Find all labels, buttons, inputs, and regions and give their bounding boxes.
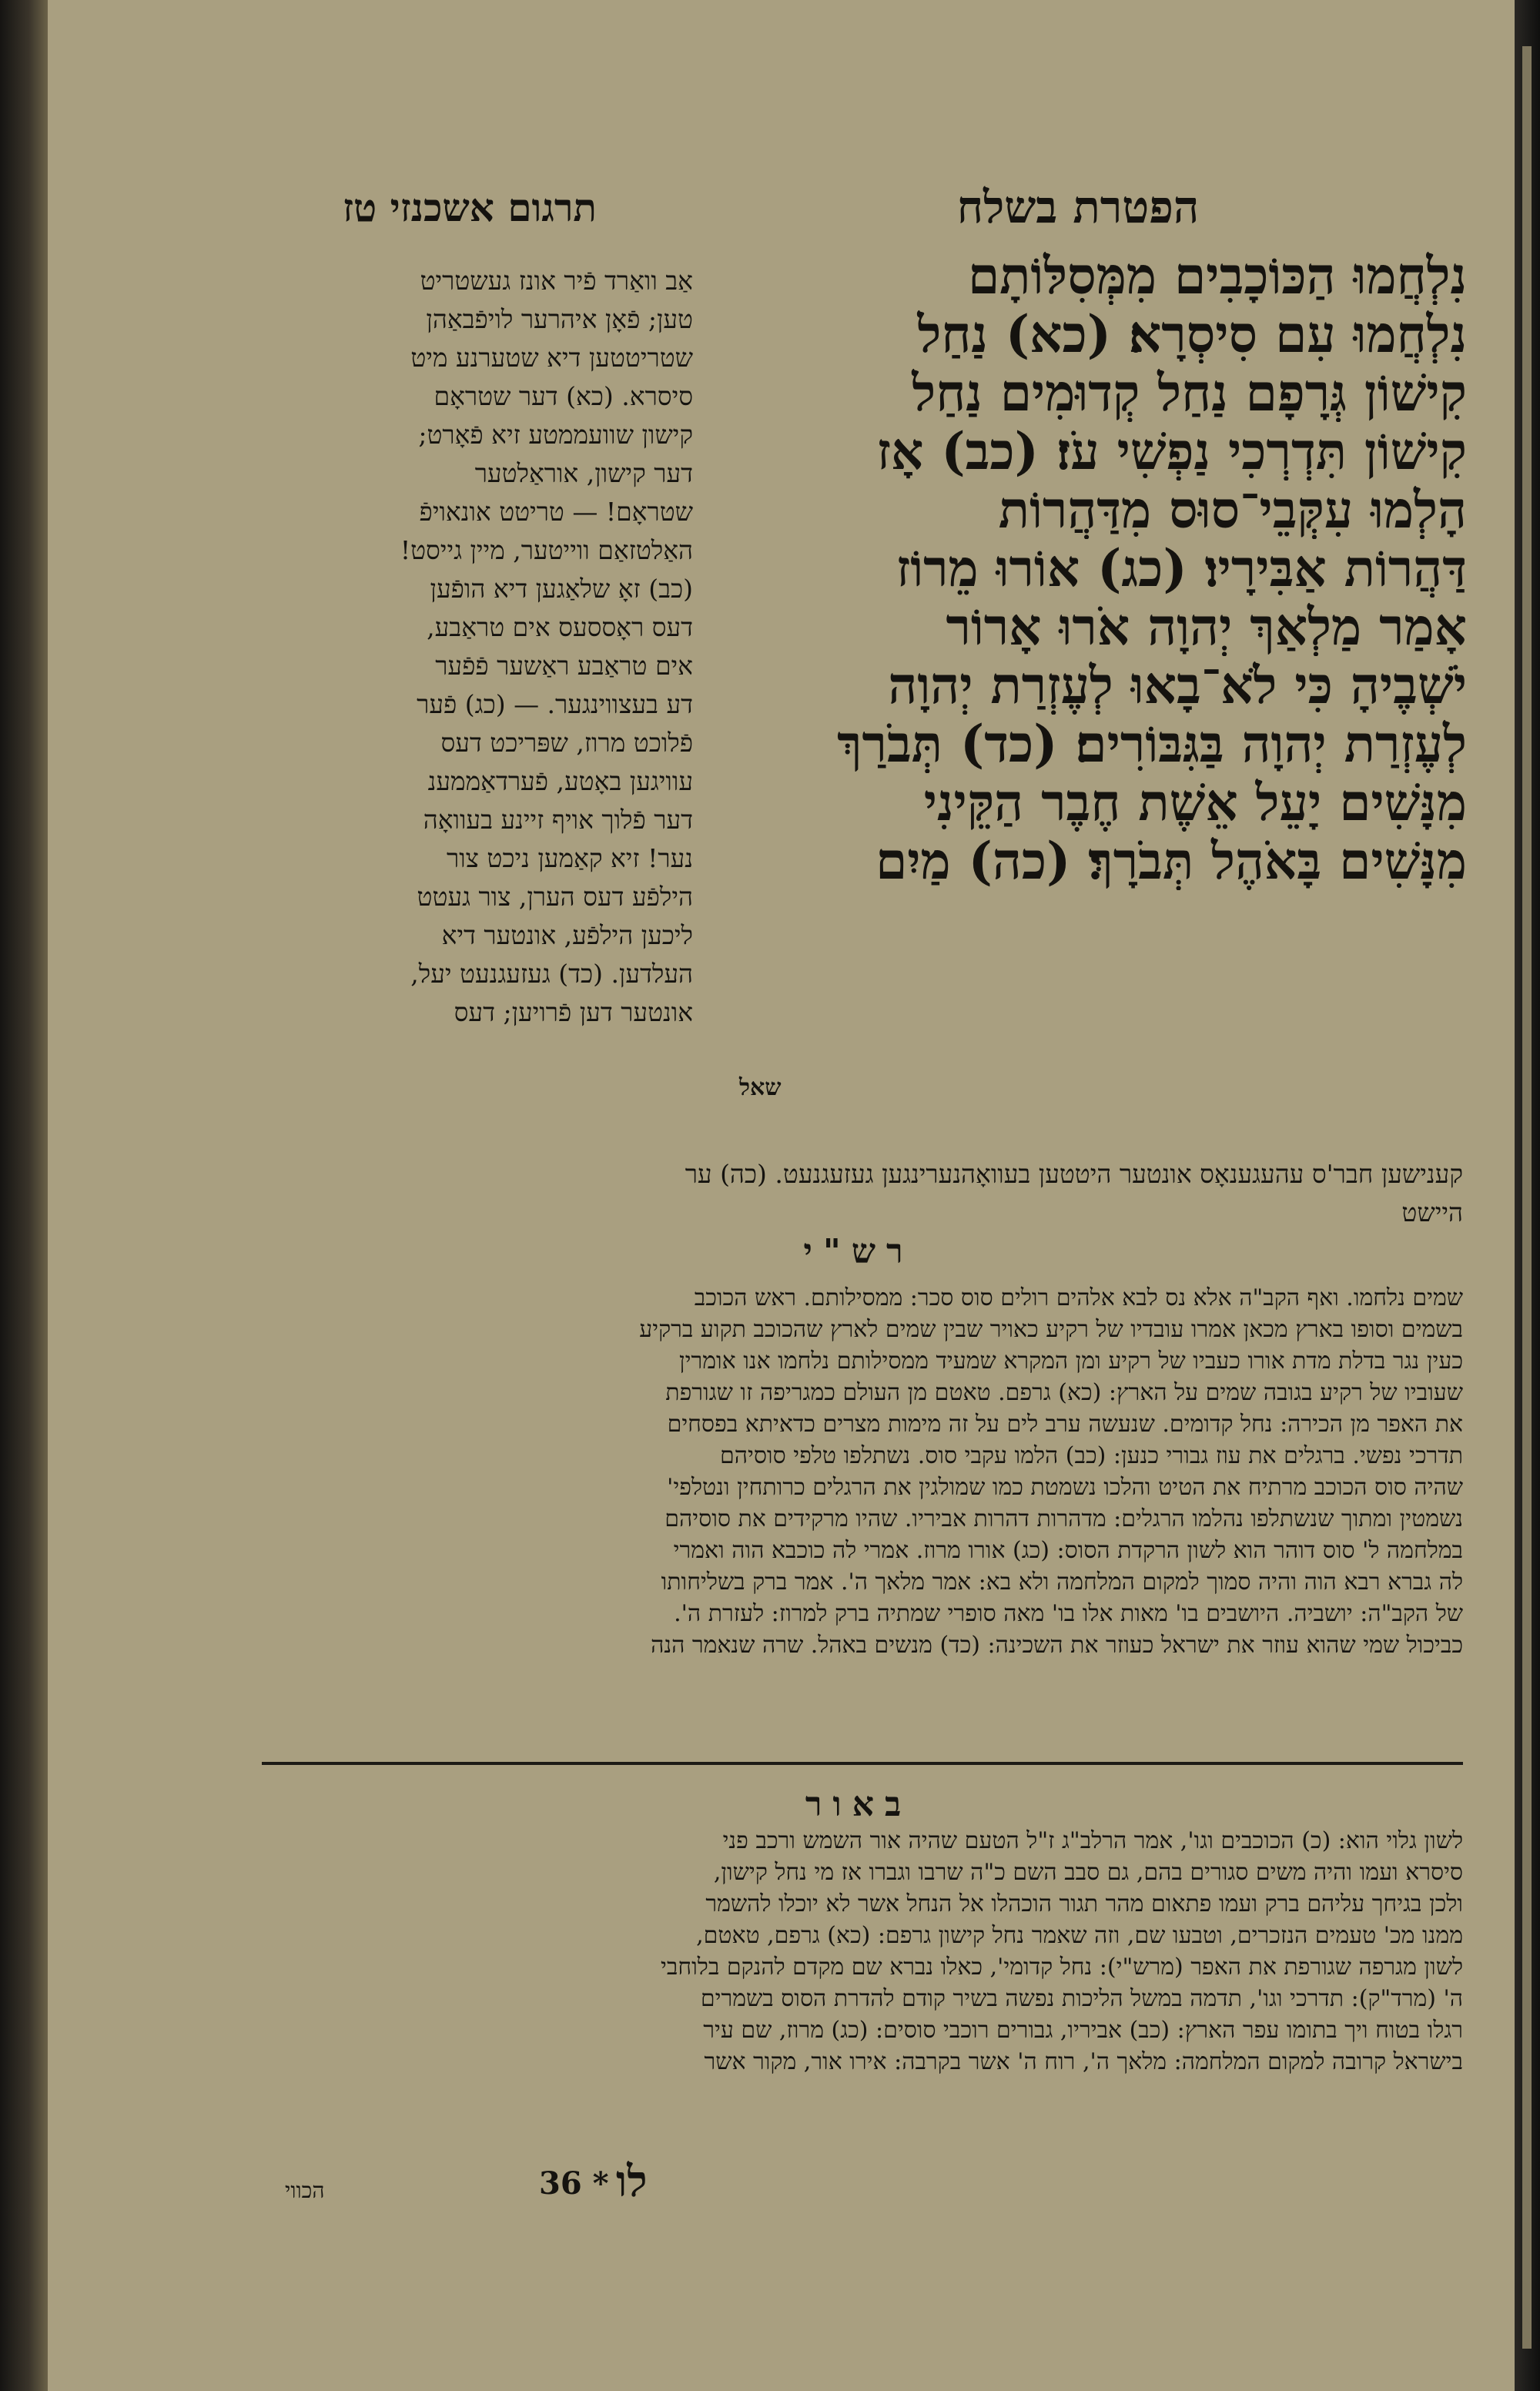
targum-text: [262, 262, 693, 1032]
text-line: ממנו מכ' טעמים הנזכרים, וטבעו שם, וזה שאמר נחל קישון גרפם: (כא) גרפם, טאטם,: [696, 1922, 1463, 1949]
text-line: כביכול שמי שהוא עוזר את ישראל כעוזר את השכינה: (כד) מנשים באהל. שרה שנאמר הנה: [651, 1632, 1463, 1659]
text-line: בשמים וסופו בארץ מכאן אמרו עובדיו של רקיע כאויר שבין שמים לארץ שהכוכב תקוע ברקיע: [639, 1316, 1463, 1343]
text-line: דַּהֲרוֹת אַבִּירָיו׃ (כג) אוֹרוּ מֵרוֹז: [896, 539, 1467, 598]
text-line: סיסרא ועמו והיה משים סגורים בהם, גם סבב השם כ"ה שרבו וגברו אז מי נחל קישון,: [713, 1859, 1463, 1886]
text-line: נשמטין ומתוך שנשתלפו נהלמו הרגלים: מדהרות דהרות אביריו. שהיו מרקידים את סוסיהם: [665, 1505, 1463, 1532]
text-line: עוויגען באָטע, פֿערדאַממענ: [427, 766, 693, 796]
text-line: (כב) זאָ שלאַגען דיא הופֿען: [430, 574, 693, 604]
text-line: מִנָּשִׁים יָעֵל אֵשֶׁת חֶבֶר הַקֵּינִי: [923, 773, 1467, 832]
text-line: אָמַר מַלְאַךְ יְהוָה אֹרוּ אָרוֹר: [946, 598, 1467, 656]
text-line: לה גברא רבא הוה והיה סמוך למקום המלחמה ולא בא: אמר מלאך ה'. אמר ברק בשליחותו: [661, 1569, 1463, 1596]
text-line: הילפֿע דעס הערן, צור געטט: [417, 882, 693, 912]
text-line: ליכען הילפֿע, אונטער דיא: [441, 920, 693, 950]
text-line: קִישׁוֹן גְּרָפָם נַחַל קְדוּמִים נַחַל: [912, 363, 1467, 422]
text-line: נער! זיא קאַמען ניכט צור: [447, 843, 693, 873]
text-line: שטראָם! — טריטט אונאויפֿ: [419, 497, 693, 527]
footer-catchword: הכווי: [285, 2178, 325, 2203]
text-line: דע בעצווינגער. — (כג) פֿער: [417, 689, 693, 719]
text-line: שטריטטען דיא שטערנע מיט: [410, 343, 693, 373]
catchword: שאל: [739, 1074, 782, 1101]
biur-title: באור: [805, 1785, 912, 1824]
rashi-commentary: [273, 1282, 1463, 1661]
text-line: את האפר מן הכירה: נחל קדומים. שנעשה ערב לים על זה מימות מצרים כדאיתא בפסחים: [667, 1411, 1463, 1438]
haftarah-text: [689, 246, 1467, 890]
text-line: דער פֿלוך אויף זיינע בעוואָה: [423, 805, 693, 835]
text-line: שהיה סוס הכוכב מרתיח את הטיט והלכו נשמטת כמו שמולגין את הרגלים כרותחין ונטלפי': [667, 1474, 1463, 1501]
text-line: הָלְמוּ עִקְּבֵי־סוּס מִדַּהֲרוֹת: [998, 481, 1467, 539]
text-line: שעוביו של רקיע בגובה שמים על הארץ: (כא) גרפם. טאטם מן העולם כמגריפה זו שגורפת: [665, 1379, 1463, 1406]
text-line: מִנָּשִׁים בָּאֹהֶל תְּבֹרָךְ׃ (כה) מַיִם: [875, 832, 1467, 890]
text-line: נִלְחֲמוּ עִם סִיסְרָא׃ (כא) נַחַל: [917, 305, 1467, 363]
text-line: אַב וואַרד פֿיר אונז געשטריט: [420, 266, 693, 296]
text-line: קישון שוועממטע זיא פֿאָרט;: [418, 420, 693, 450]
main-title: הפטרת בשלח: [956, 181, 1200, 233]
text-line: ולכן בגיחך עליהם ברק ועמו פתאום מהר תגור הוכהלו אל הנחל אשר לא יוכלו להשמר: [705, 1890, 1463, 1917]
hebrew-signature: לו: [616, 2156, 648, 2207]
text-line: ה' (מרד"ק): תדרכי וגו', תדמה במשל הליכות נפשה בשיר קודם להדרת הסוס בשמרים: [700, 1985, 1463, 2012]
section-divider: [262, 1762, 1463, 1765]
text-line: יֹשְׁבֶיהָ כִּי לֹא־בָאוּ לְעֶזְרַת יְהוָה: [888, 656, 1467, 715]
text-line: אונטער דען פֿרויען; דעס: [454, 997, 693, 1027]
text-line: של הקב"ה: יושביה. היושבים בו' מאות אלו בו' מאה סופרי שמתיה ברק למרוז: לעזרת ה'.: [674, 1600, 1463, 1627]
text-line: טען; פֿאָן איהרער לויפֿבאַהן: [426, 304, 693, 334]
text-line: שמים נלחמו. ואף הקב"ה אלא נס לבא אלהים רולים סוס סכר: ממסילותם. ראש הכוכב: [694, 1284, 1463, 1311]
text-line: לְעֶזְרַת יְהוָה בַּגִּבּוֹרִים׃ (כד) תְּבֹרַךְ: [837, 715, 1467, 773]
text-line: האַלטזאַם ווייטער, מיין גייסט!: [400, 535, 693, 565]
text-line: פֿלוכט מרוז, שפּריכט דעס: [440, 728, 693, 758]
text-line: כעין נגר בדלת מדת אורו כעביו של רקיע ומן המקרא שמעיד ממסילותם נלחמו אנו אומרין: [678, 1348, 1463, 1375]
text-line: תדרכי נפשי. ברגלים את עוז גבורי כנען: (כב) הלמו עקבי סוס. נשתלפו טלפי סוסיהם: [720, 1442, 1463, 1469]
targum-title: תרגום אשכנזי טז: [343, 185, 597, 230]
text-line: סיסרא. (כא) דער שטראָם: [434, 381, 693, 411]
text-line: היישט: [1401, 1197, 1463, 1227]
text-line: דער קישון, אוראַלטער: [474, 458, 693, 488]
targum-continuation: [262, 1155, 1463, 1232]
page-number: 36 *: [539, 2165, 609, 2202]
text-line: רגלו בטוח ויך בתומו עפר הארץ: (כב) אביריו, גבורים רוכבי סוסים: (כג) מרוז, שם עיר: [703, 2017, 1463, 2044]
text-line: לשון מגרפה שגורפת את האפר (מרש"י): נחל קדומי', כאלו נברא שם מקדם להנקם בלוחבי: [661, 1954, 1463, 1981]
biur-commentary: [273, 1825, 1463, 2078]
text-line: קענישען חבר'ס עהעגענאָס אונטער היטטען בעוואָהנערינגען געזעגנעט. (כה) ער: [685, 1159, 1463, 1189]
next-page-edge: [1515, 0, 1540, 2391]
text-line: לשון גלוי הוא: (כ) הכוכבים וגו', אמר הרלב"ג ז"ל הטעם שהיה אור השמש ורכב פני: [722, 1827, 1463, 1854]
text-line: בישראל קרובה למקום המלחמה: מלאך ה', רוח ה' אשר בקרבה: אירו אור, מקור אשר: [704, 2048, 1463, 2075]
text-line: העלדען. (כד) געזעגנעט יעל,: [410, 959, 693, 989]
rashi-title: רש"י: [803, 1232, 914, 1271]
book-spine: [0, 0, 48, 2391]
text-line: במלחמה ל' סוס דוהר הוא לשון הרקדת הסוס: (כג) אורו מרוז. אמרי לה כוכבא הוה ואמרי: [673, 1537, 1463, 1564]
text-line: קִישׁוֹן תִּדְרְכִי נַפְשִׁי עֹז׃ (כב) אָז: [876, 422, 1467, 481]
text-line: נִלְחֲמוּ הַכּוֹכָבִים מִמְּסִלּוֹתָם: [967, 246, 1467, 305]
text-line: אים טראַבע ראַשער פֿפֿער: [435, 651, 693, 681]
text-line: דעס ראָססעס אים טראַבע,: [427, 612, 693, 642]
